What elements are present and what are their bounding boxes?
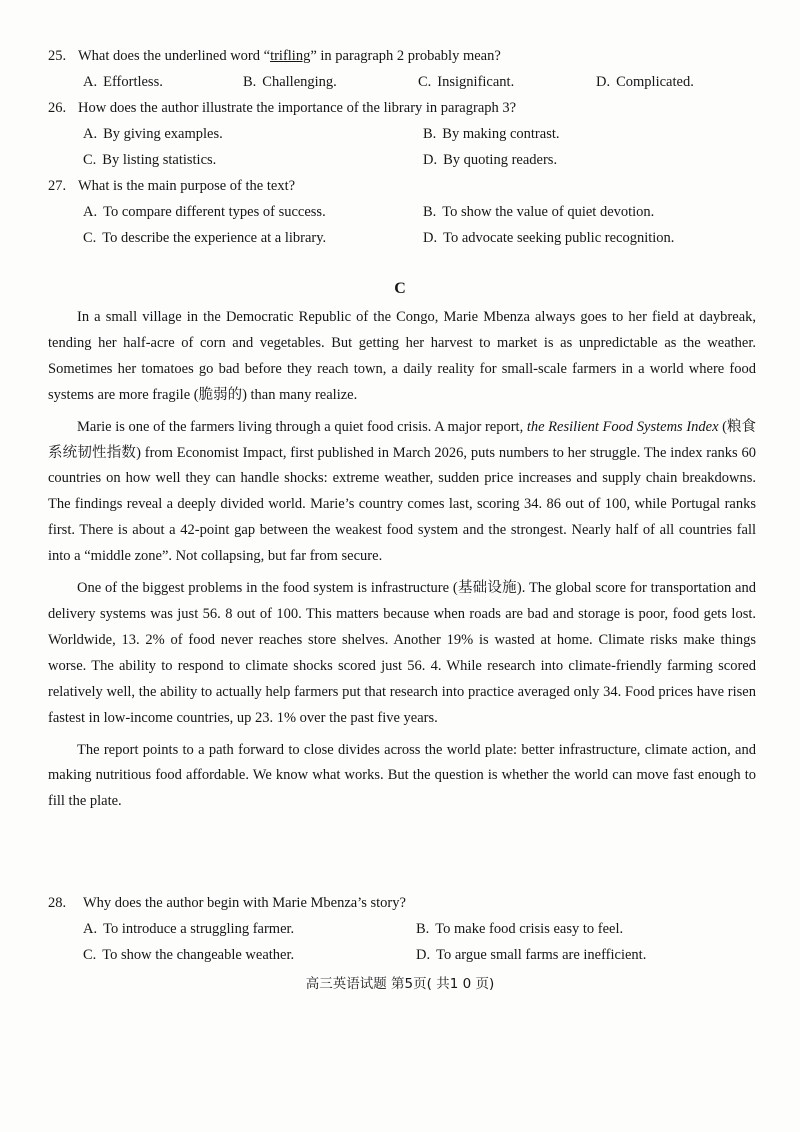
option-c: C. By listing statistics.: [83, 152, 217, 168]
option-c: C. To show the changeable weather.: [83, 947, 295, 963]
report-title: the Resilient Food Systems Index: [526, 418, 719, 435]
option-d: D. Complicated.: [596, 74, 694, 90]
question-stem: How does the author illustrate the importance of the library in paragraph 3?: [78, 100, 517, 116]
paragraph-1: In a small village in the Democratic Republic of the Congo, Marie Mbenza always goes to her field at daybreak, tending her half-acre of corn and vegetables. But getting her harvest to market is as unpredictable as the weather. Sometimes her tomatoes go bad before they reach town, a daily reality for small-scale farmers in a world where food systems are more fragile (脆弱的) than many realize.: [48, 309, 756, 403]
question-stem: Why does the author begin with Marie Mbenza’s story?: [83, 895, 406, 911]
page-footer: 高三英语试题 第5页( 共1 0 页): [305, 976, 495, 992]
paragraph-4: The report points to a path forward to close divides across the world plate: better infrastructure, climate action, and making nutritious food affordable. We know what works. But the question is whether the world can move fast enough to fill the plate.: [48, 741, 756, 810]
option-c: C. To describe the experience at a library.: [83, 230, 327, 246]
reading-passage: [48, 305, 756, 815]
option-a: A. To compare different types of success.: [83, 204, 326, 220]
option-b: B. Challenging.: [243, 74, 337, 90]
option-a: A. By giving examples.: [83, 126, 223, 142]
option-d: D. To advocate seeking public recognition.: [423, 230, 675, 246]
question-number: 26.: [48, 100, 67, 116]
paragraph-2: Marie is one of the farmers living through a quiet food crisis. A major report, the Resilient Food Systems Index (粮食系统韧性指数) from Economist Impact, first published in March 2026, puts numbers to her struggle. The index ranks 60 countries on how well they can handle shocks: extreme weather, sudden price increases and supply chain breakdowns. The findings reveal a deeply divided world. Marie’s country comes last, scoring 34. 86 out of 100, while Portugal ranks first. There is about a 42-point gap between the weakest food system and the strongest. Nearly half of all countries fall into a “middle zone”. Not collapsing, but far from secure.: [48, 418, 756, 565]
question-28: [48, 895, 406, 912]
option-a: A. To introduce a struggling farmer.: [83, 921, 295, 937]
question-stem: What does the underlined word “trifling” in paragraph 2 probably mean?: [78, 48, 501, 64]
question-26: [48, 100, 516, 117]
option-d: D. By quoting readers.: [423, 152, 558, 168]
question-stem: What is the main purpose of the text?: [78, 178, 296, 194]
question-number: 27.: [48, 178, 67, 194]
option-a: A. Effortless.: [83, 74, 163, 90]
paragraph-3: One of the biggest problems in the food system is infrastructure (基础设施). The global score for transportation and delivery systems was just 56. 8 out of 100. This matters because when roads are bad and storage is poor, food gets lost. Worldwide, 13. 2% of food never reaches store shelves. Another 19% is wasted at home. Climate risks make things worse. The ability to respond to climate shocks scored just 56. 4. While research into climate-friendly farming scored relatively well, the ability to actually help farmers put that research into practice averaged only 34. Food prices have risen fastest in low-income countries, up 23. 1% over the past five years.: [48, 580, 756, 726]
question-25: [48, 48, 501, 65]
option-d: D. To argue small farms are inefficient.: [416, 947, 647, 963]
option-b: B. By making contrast.: [423, 126, 560, 142]
question-number: 25.: [48, 48, 67, 64]
option-c: C. Insignificant.: [418, 74, 515, 90]
question-27: [48, 178, 295, 195]
section-heading: C: [394, 280, 406, 297]
underlined-word: trifling: [270, 48, 311, 64]
question-number: 28.: [48, 895, 67, 911]
option-b: B. To make food crisis easy to feel.: [416, 921, 624, 937]
option-b: B. To show the value of quiet devotion.: [423, 204, 655, 220]
